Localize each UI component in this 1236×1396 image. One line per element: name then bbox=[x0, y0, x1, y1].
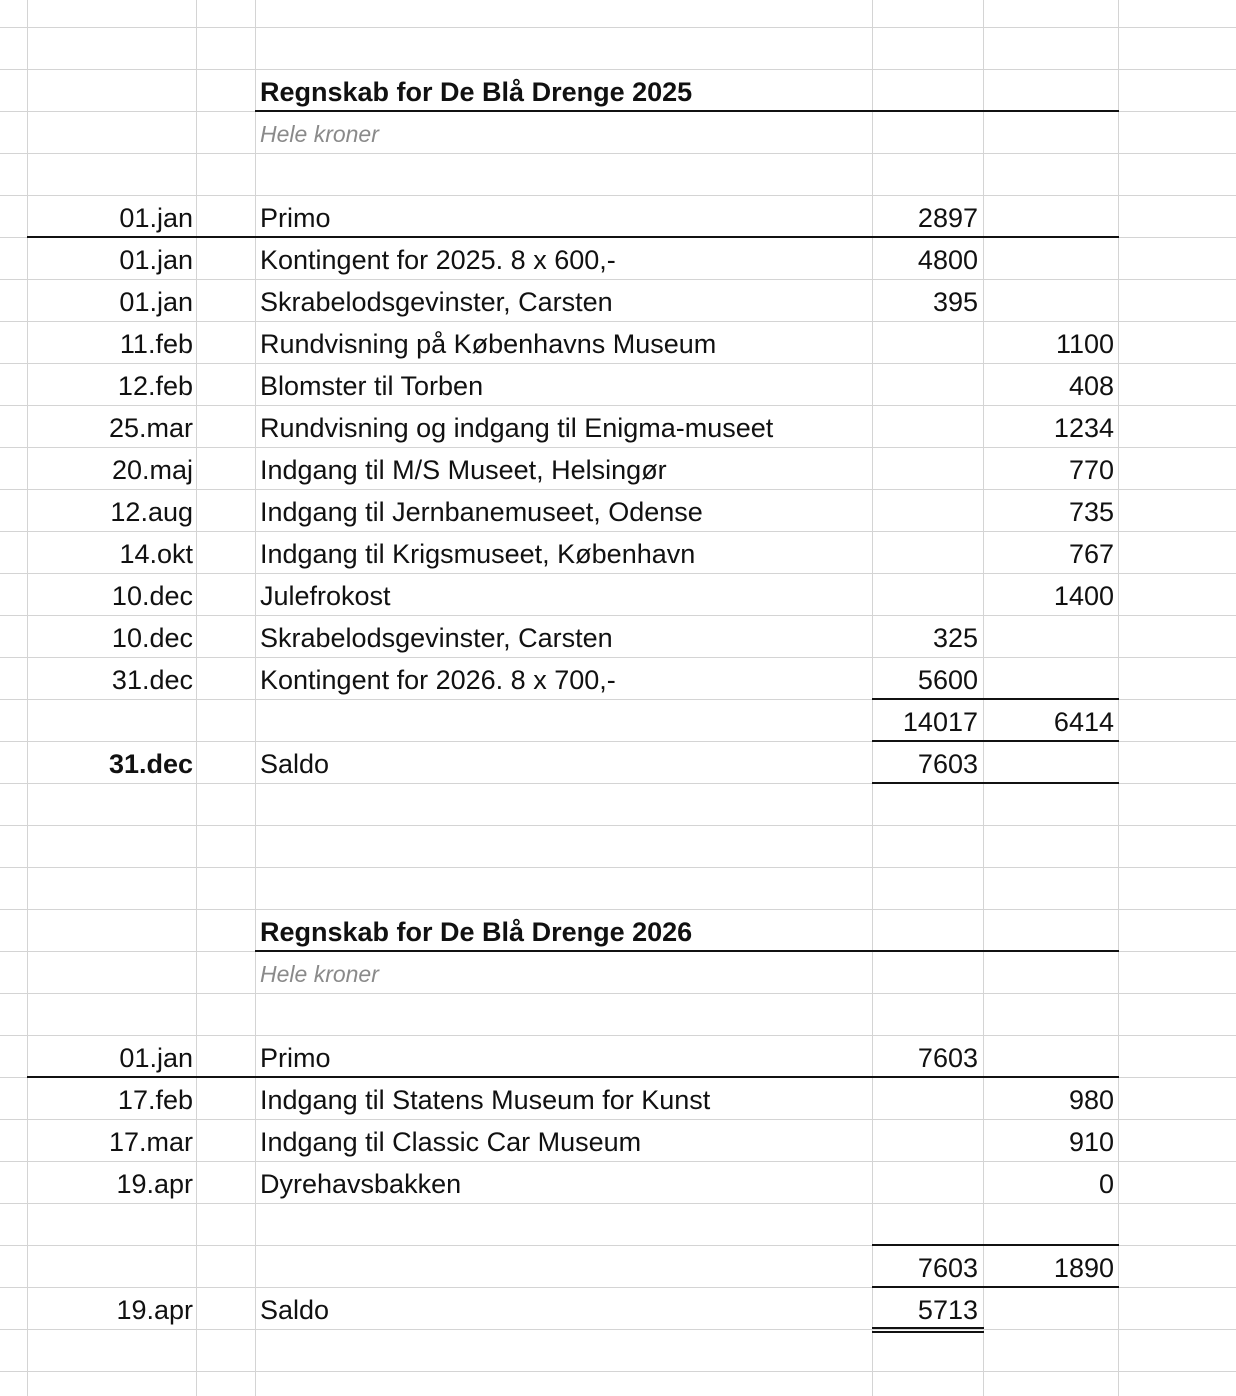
date-cell[interactable]: 10.dec bbox=[111, 623, 193, 653]
income-cell[interactable] bbox=[873, 447, 978, 489]
income-cell[interactable]: 2897 bbox=[917, 203, 978, 233]
income-cell[interactable]: 395 bbox=[932, 287, 978, 317]
table-row bbox=[0, 1035, 1236, 1077]
title-row bbox=[0, 69, 1236, 111]
description-cell[interactable]: Primo bbox=[260, 203, 331, 233]
expense-cell[interactable]: 767 bbox=[1068, 539, 1114, 569]
expense-cell[interactable]: 735 bbox=[1068, 497, 1114, 527]
income-cell[interactable] bbox=[873, 1077, 978, 1119]
totals-row bbox=[0, 1245, 1236, 1287]
expense-cell[interactable]: 980 bbox=[1068, 1085, 1114, 1115]
income-cell[interactable] bbox=[873, 363, 978, 405]
ledger-title[interactable]: Regnskab for De Blå Drenge 2025 bbox=[260, 77, 693, 107]
ledger-subtitle[interactable]: Hele kroner bbox=[260, 961, 379, 987]
table-row bbox=[0, 489, 1236, 531]
description-cell[interactable]: Rundvisning og indgang til Enigma-museet bbox=[260, 413, 774, 443]
expense-cell[interactable]: 770 bbox=[1068, 455, 1114, 485]
balance-row bbox=[0, 1287, 1236, 1329]
date-cell[interactable]: 17.mar bbox=[108, 1127, 193, 1157]
date-cell[interactable]: 12.feb bbox=[117, 371, 193, 401]
subtitle-row bbox=[0, 111, 1236, 153]
description-cell[interactable]: Indgang til Statens Museum for Kunst bbox=[260, 1085, 711, 1115]
expense-cell[interactable] bbox=[984, 615, 1114, 657]
date-cell[interactable]: 31.dec bbox=[111, 665, 193, 695]
expense-cell[interactable] bbox=[984, 279, 1114, 321]
income-cell[interactable]: 4800 bbox=[917, 245, 978, 275]
description-cell[interactable]: Indgang til Classic Car Museum bbox=[260, 1127, 642, 1157]
expense-cell[interactable]: 910 bbox=[1068, 1127, 1114, 1157]
table-row bbox=[0, 1119, 1236, 1161]
income-total-cell[interactable]: 7603 bbox=[917, 1253, 978, 1283]
table-row bbox=[0, 195, 1236, 237]
description-cell[interactable]: Skrabelodsgevinster, Carsten bbox=[260, 623, 613, 653]
title-row bbox=[0, 909, 1236, 951]
income-cell[interactable]: 325 bbox=[932, 623, 978, 653]
balance-date-cell[interactable]: 31.dec bbox=[108, 749, 193, 779]
description-cell[interactable]: Julefrokost bbox=[260, 581, 391, 611]
expense-cell[interactable]: 408 bbox=[1068, 371, 1114, 401]
table-row bbox=[0, 237, 1236, 279]
date-cell[interactable]: 20.maj bbox=[111, 455, 193, 485]
table-row bbox=[0, 531, 1236, 573]
income-cell[interactable] bbox=[873, 531, 978, 573]
table-row bbox=[0, 1161, 1236, 1203]
description-cell[interactable]: Indgang til M/S Museet, Helsingør bbox=[260, 455, 667, 485]
table-row bbox=[0, 573, 1236, 615]
table-row bbox=[0, 657, 1236, 699]
description-cell[interactable]: Primo bbox=[260, 1043, 331, 1073]
expense-cell[interactable]: 1400 bbox=[1053, 581, 1114, 611]
subtitle-row bbox=[0, 951, 1236, 993]
date-cell[interactable]: 10.dec bbox=[111, 581, 193, 611]
expense-cell[interactable] bbox=[984, 237, 1114, 279]
expense-cell[interactable] bbox=[984, 657, 1114, 699]
income-total-cell[interactable]: 14017 bbox=[902, 707, 978, 737]
balance-value-cell[interactable]: 5713 bbox=[917, 1295, 978, 1325]
income-cell[interactable] bbox=[873, 1161, 978, 1203]
balance-value-cell[interactable]: 7603 bbox=[917, 749, 978, 779]
ledger-subtitle[interactable]: Hele kroner bbox=[260, 121, 379, 147]
description-cell[interactable]: Blomster til Torben bbox=[260, 371, 484, 401]
table-row bbox=[0, 615, 1236, 657]
table-row bbox=[0, 447, 1236, 489]
date-cell[interactable]: 17.feb bbox=[117, 1085, 193, 1115]
description-cell[interactable]: Kontingent for 2025. 8 x 600,- bbox=[260, 245, 616, 275]
income-cell[interactable] bbox=[873, 321, 978, 363]
expense-total-cell[interactable]: 6414 bbox=[1053, 707, 1114, 737]
balance-label-cell[interactable]: Saldo bbox=[260, 749, 330, 779]
date-cell[interactable]: 11.feb bbox=[119, 329, 193, 359]
table-row bbox=[0, 363, 1236, 405]
date-cell[interactable]: 12.aug bbox=[110, 497, 193, 527]
income-cell[interactable] bbox=[873, 1119, 978, 1161]
balance-date-cell[interactable]: 19.apr bbox=[116, 1295, 193, 1325]
ledger-title[interactable]: Regnskab for De Blå Drenge 2026 bbox=[260, 917, 693, 947]
description-cell[interactable]: Dyrehavsbakken bbox=[260, 1169, 462, 1199]
description-cell[interactable]: Indgang til Krigsmuseet, København bbox=[260, 539, 696, 569]
date-cell[interactable]: 19.apr bbox=[116, 1169, 193, 1199]
expense-cell[interactable]: 1234 bbox=[1053, 413, 1114, 443]
table-row bbox=[0, 321, 1236, 363]
balance-row bbox=[0, 741, 1236, 783]
income-cell[interactable] bbox=[873, 489, 978, 531]
income-cell[interactable]: 5600 bbox=[917, 665, 978, 695]
table-row bbox=[0, 405, 1236, 447]
date-cell[interactable]: 01.jan bbox=[119, 203, 193, 233]
expense-cell[interactable] bbox=[984, 1035, 1114, 1077]
description-cell[interactable]: Kontingent for 2026. 8 x 700,- bbox=[260, 665, 616, 695]
description-cell[interactable]: Rundvisning på Københavns Museum bbox=[260, 329, 717, 359]
table-row bbox=[0, 279, 1236, 321]
date-cell[interactable]: 01.jan bbox=[119, 287, 193, 317]
date-cell[interactable]: 01.jan bbox=[119, 245, 193, 275]
totals-row bbox=[0, 699, 1236, 741]
expense-cell[interactable]: 1100 bbox=[1055, 329, 1114, 359]
balance-label-cell[interactable]: Saldo bbox=[260, 1295, 330, 1325]
expense-cell[interactable] bbox=[984, 195, 1114, 237]
description-cell[interactable]: Indgang til Jernbanemuseet, Odense bbox=[260, 497, 703, 527]
date-cell[interactable]: 14.okt bbox=[119, 539, 193, 569]
income-cell[interactable] bbox=[873, 405, 978, 447]
income-cell[interactable] bbox=[873, 573, 978, 615]
date-cell[interactable]: 01.jan bbox=[119, 1043, 193, 1073]
expense-total-cell[interactable]: 1890 bbox=[1053, 1253, 1114, 1283]
table-row bbox=[0, 1077, 1236, 1119]
description-cell[interactable]: Skrabelodsgevinster, Carsten bbox=[260, 287, 613, 317]
date-cell[interactable]: 25.mar bbox=[108, 413, 193, 443]
income-cell[interactable]: 7603 bbox=[917, 1043, 978, 1073]
expense-cell[interactable]: 0 bbox=[1098, 1169, 1114, 1199]
